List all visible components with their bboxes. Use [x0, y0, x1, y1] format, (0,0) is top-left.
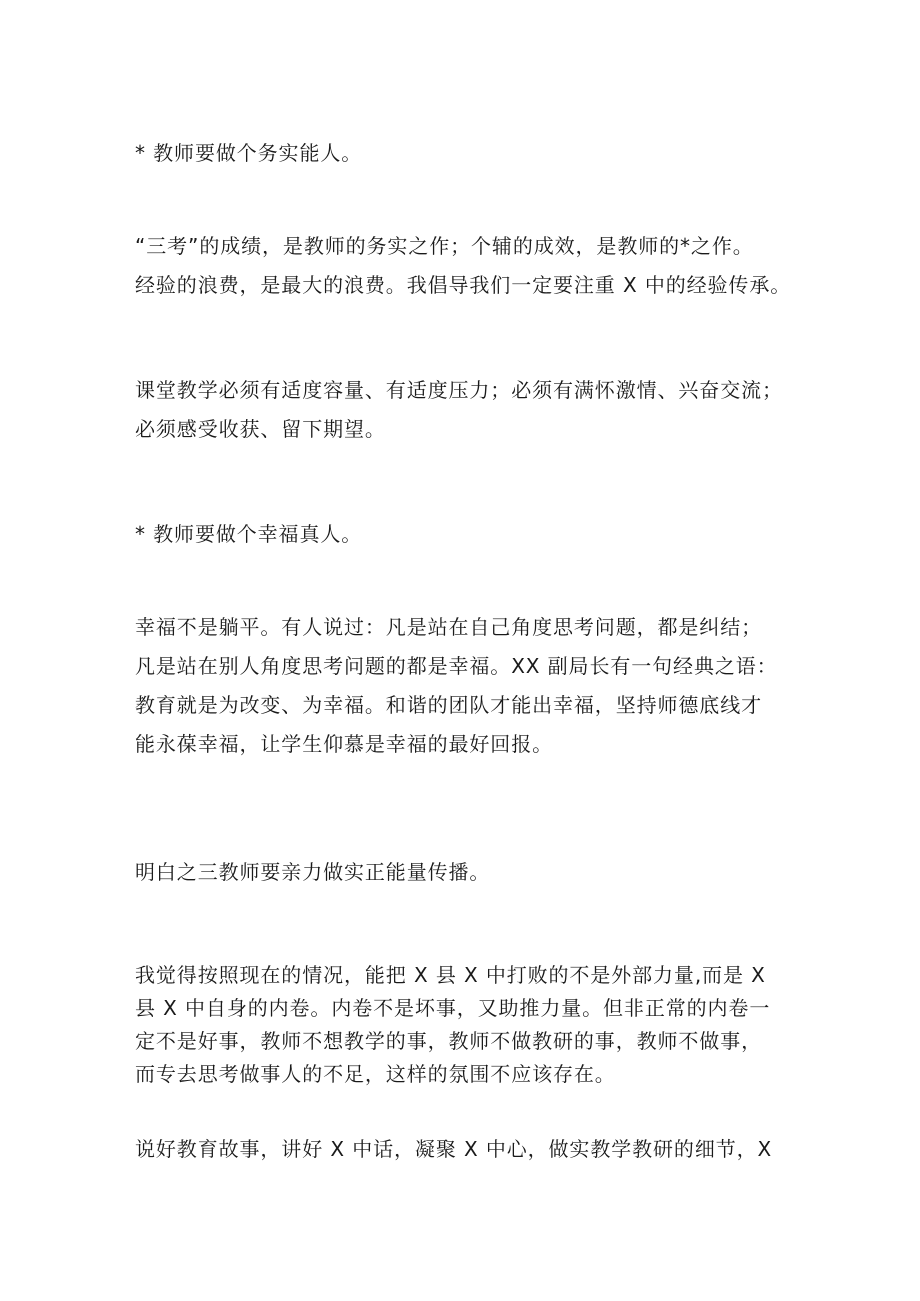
text-line: 说好教育故事，讲好 X 中话，凝聚 X 中心，做实教学教研的细节，X	[135, 1137, 773, 1161]
text-line: 经验的浪费，是最大的浪费。我倡导我们一定要注重 X 中的经验传承。	[135, 273, 792, 297]
paragraph-exam-results	[135, 233, 805, 298]
text-line: 能永葆幸福，让学生仰慕是幸福的最好回报。	[135, 732, 553, 756]
heading-pragmatic-teacher	[135, 140, 805, 166]
paragraph-happiness	[135, 614, 805, 757]
text-line: 幸福不是躺平。有人说过：凡是站在自己角度思考问题，都是纠结；	[135, 615, 762, 639]
text-line: 课堂教学必须有适度容量、有适度压力；必须有满怀激情、兴奋交流；	[135, 378, 783, 402]
text-line: “三考”的成绩，是教师的务实之作；个辅的成效，是教师的*之作。	[135, 234, 754, 258]
text-line: 明白之三教师要亲力做实正能量传播。	[135, 860, 491, 884]
text-line: 而专去思考做事人的不足，这样的氛围不应该存在。	[135, 1062, 616, 1086]
text-line: 定不是好事，教师不想教学的事，教师不做教研的事，教师不做事，	[135, 1029, 762, 1053]
text-line: 必须感受收获、留下期望。	[135, 417, 386, 441]
paragraph-education-stories	[135, 1136, 805, 1162]
paragraph-internal-competition	[135, 962, 805, 1087]
text-line: 凡是站在别人角度思考问题的都是幸福。XX 副局长有一句经典之语：	[135, 654, 778, 678]
text-line: * 教师要做个务实能人。	[135, 141, 363, 165]
heading-happy-teacher	[135, 521, 805, 547]
paragraph-classroom-teaching	[135, 377, 805, 442]
text-line: 我觉得按照现在的情况，能把 X 县 X 中打败的不是外部力量,而是 X	[135, 963, 766, 987]
text-line: * 教师要做个幸福真人。	[135, 522, 363, 546]
text-line: 教育就是为改变、为幸福。和谐的团队才能出幸福，坚持师德底线才	[135, 693, 762, 717]
heading-positive-energy	[135, 859, 805, 885]
text-line: 县 X 中自身的内卷。内卷不是坏事，又助推力量。但非正常的内卷一	[135, 996, 771, 1020]
